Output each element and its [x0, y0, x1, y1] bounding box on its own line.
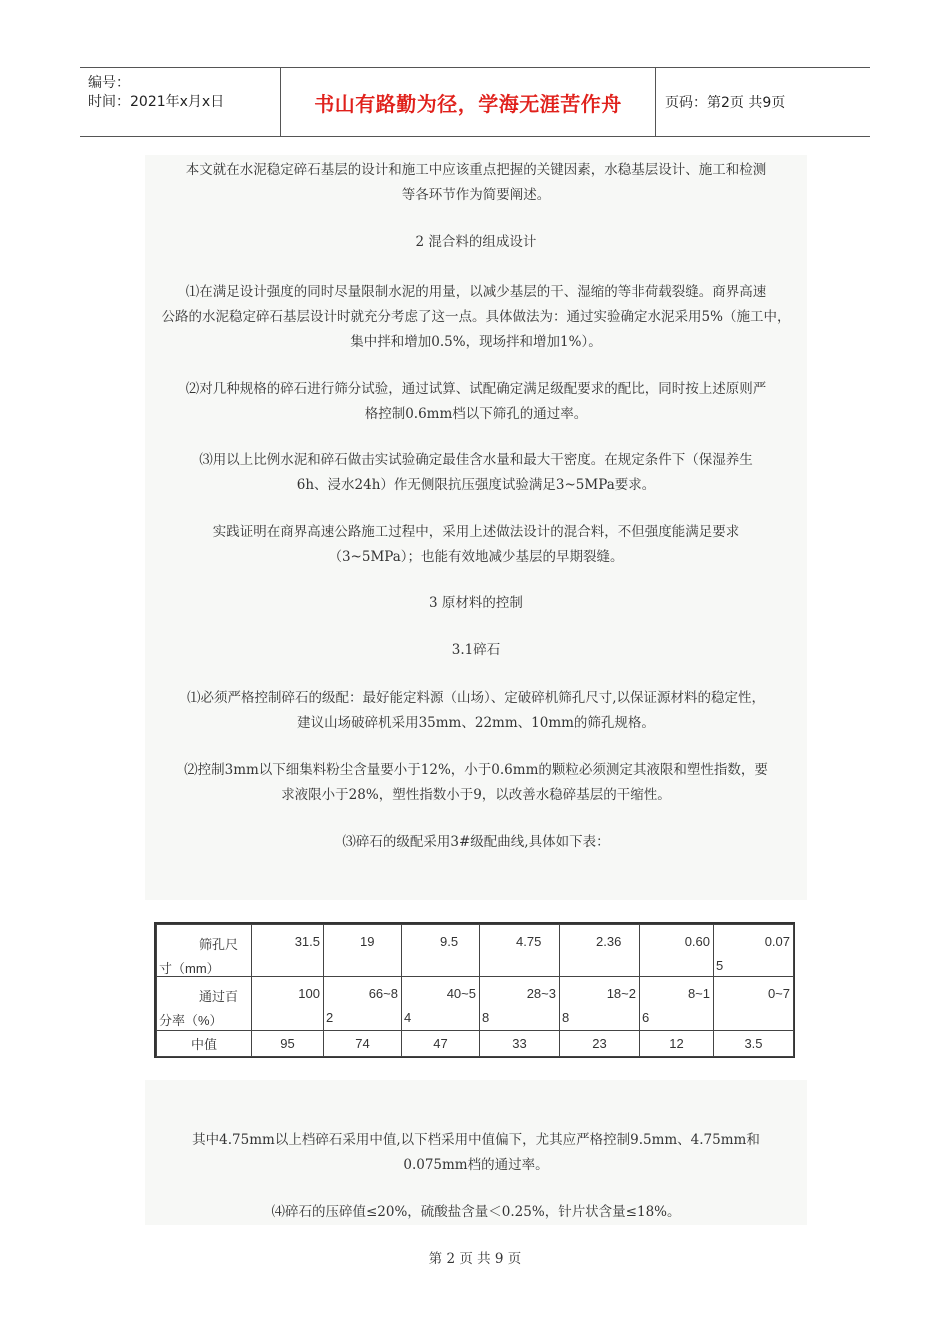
motto: 书山有路勤为径，学海无涯苦作舟: [314, 91, 622, 116]
number-label: 编号：: [88, 75, 130, 91]
paragraph-2-3: [145, 448, 807, 498]
table-cell: 47: [402, 1031, 480, 1057]
table-cell: 筛孔尺 寸（mm）: [157, 925, 252, 977]
paragraph-3-1-5: ⑷碎石的压碎值≤20%，硫酸盐含量＜0.25%，针片状含量≤18%。: [271, 1204, 681, 1220]
gradation-table: [154, 922, 795, 1058]
table-cell: 33: [480, 1031, 560, 1057]
text-line: 公路的水泥稳定碎石基层设计时就充分考虑了这一点。具体做法为：通过实验确定水泥采用5%（施工中，: [161, 309, 791, 325]
heading-3-1: 3.1碎石: [451, 642, 501, 658]
table-cell: 2.36: [560, 925, 640, 977]
time-label: 时间：2021年x月x日: [88, 94, 225, 110]
paragraph-2-1: [145, 280, 807, 355]
text-line: （3~5MPa）；也能有效地减少基层的早期裂缝。: [328, 549, 624, 565]
text-line: ⑵对几种规格的碎石进行筛分试验，通过试算、试配确定满足级配要求的配比，同时按上述原则严: [185, 381, 767, 397]
text-line: 建议山场破碎机采用35mm、22mm、10mm的筛孔规格。: [297, 715, 655, 731]
header-meta: [80, 68, 280, 136]
heading-2: 2 混合料的组成设计: [415, 234, 537, 250]
paragraph-3-1-3: ⑶碎石的级配采用3#级配曲线,具体如下表：: [342, 834, 610, 850]
table-cell: 4.75: [480, 925, 560, 977]
text-line: ⑴必须严格控制碎石的级配：最好能定料源（山场）、定破碎机筛孔尺寸,以保证源材料的稳定性，: [186, 690, 766, 706]
table-row: [157, 925, 794, 977]
table-cell: 23: [560, 1031, 640, 1057]
table-cell: 40~5 4: [402, 977, 480, 1031]
table-cell: 0.07 5: [714, 925, 794, 977]
table-cell: 74: [324, 1031, 402, 1057]
table-cell: 100: [252, 977, 324, 1031]
text-line: ⑵控制3mm以下细集料粉尘含量要小于12%，小于0.6mm的颗粒必须测定其液限和塑性指数，要: [184, 762, 768, 778]
text-line: 实践证明在商界高速公路施工过程中，采用上述做法设计的混合料，不但强度能满足要求: [212, 524, 740, 540]
table-cell: 18~2 8: [560, 977, 640, 1031]
header-page-cell: [655, 68, 870, 136]
text-line: 本文就在水泥稳定碎石基层的设计和施工中应该重点把握的关键因素，水稳基层设计、施工和检测: [185, 162, 767, 178]
table-cell: 95: [252, 1031, 324, 1057]
paragraph-3-1-2: [145, 758, 807, 808]
paragraph-practice: [145, 520, 807, 570]
table-cell: 31.5: [252, 925, 324, 977]
table-cell: 19: [324, 925, 402, 977]
text-line: ⑶用以上比例水泥和碎石做击实试验确定最佳含水量和最大干密度。在规定条件下（保湿养生: [199, 452, 753, 468]
page-header: [80, 67, 870, 137]
table-cell: 0.60: [640, 925, 714, 977]
paragraph-3-1-4: [145, 1128, 807, 1178]
page-footer: 第 2 页 共 9 页: [428, 1251, 522, 1267]
table-cell: 28~3 8: [480, 977, 560, 1031]
text-line: 集中拌和增加0.5%，现场拌和增加1%）。: [350, 334, 602, 350]
text-line: 0.075mm档的通过率。: [403, 1157, 549, 1173]
table-cell: 中值: [157, 1031, 252, 1057]
table-cell: 8~1 6: [640, 977, 714, 1031]
table-cell: 12: [640, 1031, 714, 1057]
paragraph-3-1-1: [145, 686, 807, 736]
table-row: [157, 977, 794, 1031]
table-cell: 通过百 分率（%）: [157, 977, 252, 1031]
heading-3: 3 原材料的控制: [429, 595, 523, 611]
table-cell: 9.5: [402, 925, 480, 977]
text-line: ⑴在满足设计强度的同时尽量限制水泥的用量，以减少基层的干、湿缩的等非荷载裂缝。商界高速: [185, 284, 767, 300]
table-cell: 0~7: [714, 977, 794, 1031]
table-cell: 3.5: [714, 1031, 794, 1057]
header-motto-cell: [280, 68, 656, 136]
paragraph-intro: [145, 158, 807, 208]
text-line: 等各环节作为简要阐述。: [401, 187, 551, 203]
text-line: 求液限小于28%，塑性指数小于9，以改善水稳碎基层的干缩性。: [281, 787, 671, 803]
paragraph-2-2: [145, 377, 807, 427]
table-row: [157, 1031, 794, 1057]
page-info: 页码：第2页 共9页: [665, 95, 786, 111]
table-cell: 66~8 2: [324, 977, 402, 1031]
text-line: 格控制0.6mm档以下筛孔的通过率。: [364, 406, 588, 422]
text-line: 6h、浸水24h）作无侧限抗压强度试验满足3~5MPa要求。: [296, 477, 656, 493]
text-line: 其中4.75mm以上档碎石采用中值,以下档采用中值偏下，尤其应严格控制9.5mm、4.75mm和: [192, 1132, 760, 1148]
